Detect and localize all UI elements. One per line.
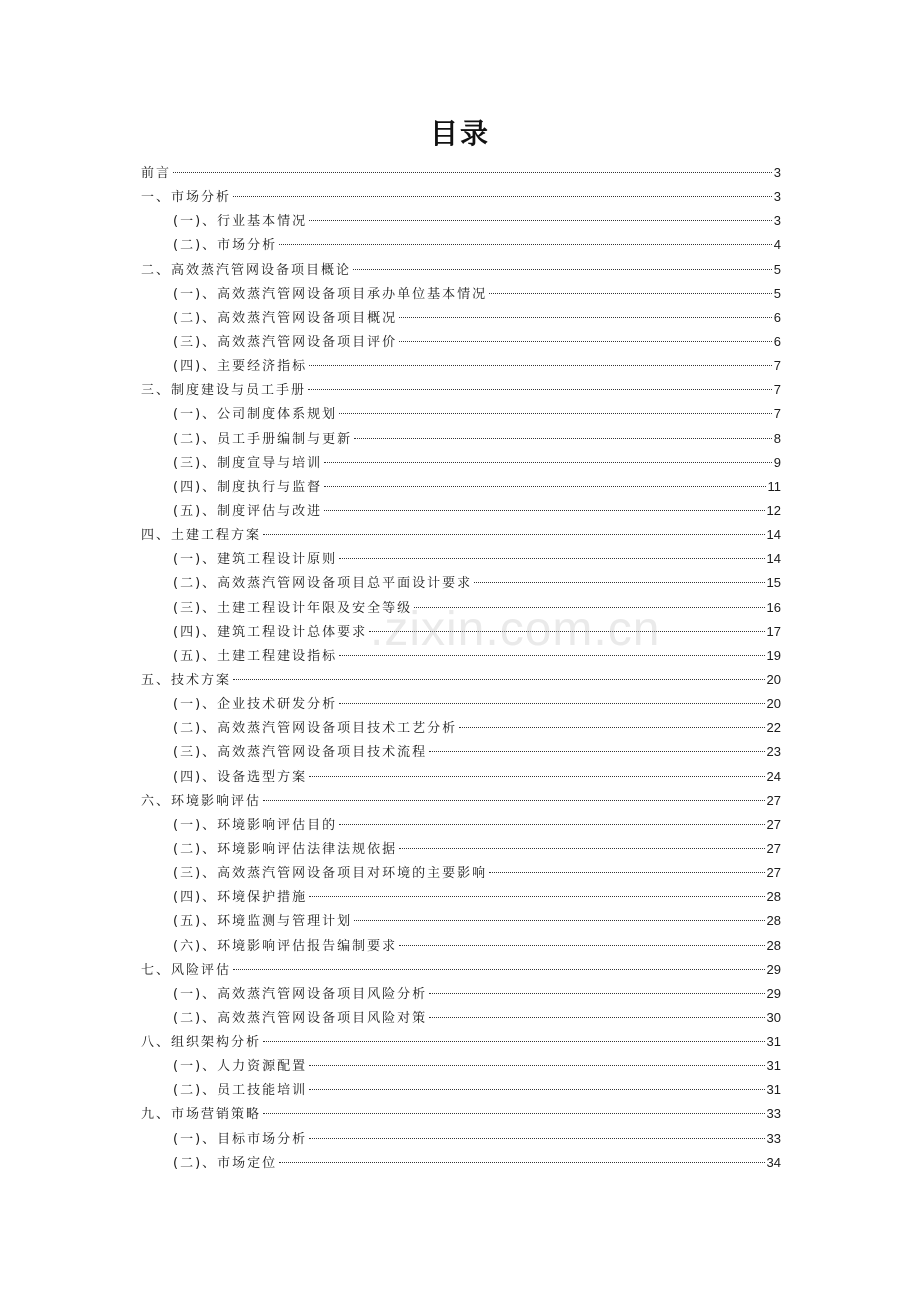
toc-entry-label: (一)、企业技术研发分析 (173, 697, 338, 713)
toc-section-entry[interactable] (141, 451, 781, 475)
toc-entry-label: (五)、制度评估与改进 (173, 503, 323, 519)
toc-entry-label: (一)、高效蒸汽管网设备项目承办单位基本情况 (173, 286, 488, 302)
toc-dot-leader (369, 631, 764, 632)
toc-section-entry[interactable] (141, 354, 781, 378)
toc-entry-label: (一)、人力资源配置 (173, 1059, 308, 1075)
toc-chapter-entry[interactable] (141, 789, 781, 813)
toc-section-entry[interactable] (141, 427, 781, 451)
toc-section-entry[interactable] (141, 934, 781, 958)
toc-section-entry[interactable] (141, 620, 781, 644)
watermark: .zixin.com.cn (370, 603, 661, 656)
toc-entry-label: 四、土建工程方案 (141, 528, 262, 544)
toc-dot-leader (233, 196, 772, 197)
toc-dot-leader (324, 510, 764, 511)
toc-page-number: 27 (766, 840, 781, 856)
toc-section-entry[interactable] (141, 547, 781, 571)
toc-section-entry[interactable] (141, 982, 781, 1006)
toc-page-number: 29 (766, 985, 781, 1001)
toc-page-number: 14 (766, 551, 781, 567)
toc-dot-leader (399, 945, 764, 946)
toc-dot-leader (339, 558, 764, 559)
toc-dot-leader (399, 317, 772, 318)
toc-page-number: 33 (766, 1130, 781, 1146)
toc-dot-leader (309, 365, 772, 366)
toc-chapter-entry[interactable] (141, 523, 781, 547)
toc-chapter-entry[interactable] (141, 258, 781, 282)
toc-page-number: 6 (773, 309, 781, 325)
toc-dot-leader (429, 751, 764, 752)
toc-page-number: 33 (766, 1106, 781, 1122)
toc-dot-leader (459, 727, 764, 728)
toc-dot-leader (233, 679, 765, 680)
toc-page-number: 15 (766, 575, 781, 591)
toc-dot-leader (339, 413, 772, 414)
toc-dot-leader (429, 993, 764, 994)
toc-page-number: 17 (766, 623, 781, 639)
toc-entry-label: (一)、行业基本情况 (173, 214, 308, 230)
toc-dot-leader (308, 389, 772, 390)
toc-dot-leader (279, 1162, 764, 1163)
toc-entry-label: (一)、高效蒸汽管网设备项目风险分析 (173, 986, 428, 1002)
toc-chapter-entry[interactable] (141, 378, 781, 402)
toc-section-entry[interactable] (141, 837, 781, 861)
toc-entry-label: 三、制度建设与员工手册 (141, 383, 307, 399)
toc-entry-label: (二)、市场定位 (173, 1155, 278, 1171)
toc-entry-label: (四)、建筑工程设计总体要求 (173, 624, 368, 640)
toc-section-entry[interactable] (141, 306, 781, 330)
toc-dot-leader (309, 896, 764, 897)
toc-page-number: 19 (766, 647, 781, 663)
toc-dot-leader (309, 1138, 764, 1139)
toc-dot-leader (339, 655, 764, 656)
toc-section-entry[interactable] (141, 716, 781, 740)
toc-entry-label: 前言 (141, 166, 172, 181)
toc-page-number: 3 (773, 189, 781, 205)
toc-page-number: 31 (766, 1034, 781, 1050)
toc-entry-label: (四)、环境保护措施 (173, 890, 308, 906)
toc-page-number: 7 (773, 382, 781, 398)
toc-section-entry[interactable] (141, 813, 781, 837)
toc-page-number: 28 (766, 913, 781, 929)
toc-dot-leader (429, 1017, 764, 1018)
toc-dot-leader (339, 824, 764, 825)
toc-dot-leader (324, 486, 765, 487)
toc-page-number: 20 (766, 696, 781, 712)
toc-section-entry[interactable] (141, 402, 781, 426)
toc-chapter-entry[interactable] (141, 185, 781, 209)
toc-page-number: 23 (766, 744, 781, 760)
toc-dot-leader (233, 969, 765, 970)
toc-section-entry[interactable] (141, 330, 781, 354)
toc-dot-leader (354, 438, 772, 439)
toc-page-number: 29 (766, 961, 781, 977)
toc-dot-leader (279, 244, 772, 245)
toc-entry-label: 六、环境影响评估 (141, 793, 262, 809)
toc-chapter-entry[interactable] (141, 958, 781, 982)
toc-page-number: 7 (773, 406, 781, 422)
toc-dot-leader (309, 1065, 764, 1066)
toc-chapter-entry[interactable] (141, 1030, 781, 1054)
toc-entry-label: (二)、高效蒸汽管网设备项目技术工艺分析 (173, 721, 458, 737)
toc-page-number: 27 (766, 865, 781, 881)
toc-entry-label: (三)、制度宣导与培训 (173, 455, 323, 471)
toc-section-entry[interactable] (141, 1006, 781, 1030)
toc-entry-label: (一)、建筑工程设计原则 (173, 552, 338, 568)
toc-page-number: 12 (766, 502, 781, 518)
toc-section-entry[interactable] (141, 233, 781, 257)
toc-page-number: 6 (773, 333, 781, 349)
toc-entry-label: 二、高效蒸汽管网设备项目概论 (141, 262, 352, 278)
toc-entry-label: 九、市场营销策略 (141, 1107, 262, 1123)
toc-page-number: 22 (766, 720, 781, 736)
toc-chapter-entry[interactable] (141, 1102, 781, 1126)
toc-dot-leader (414, 607, 764, 608)
toc-section-entry[interactable] (141, 475, 781, 499)
toc-section-entry[interactable] (141, 885, 781, 909)
toc-page-number: 30 (766, 1009, 781, 1025)
toc-section-entry[interactable] (141, 692, 781, 716)
toc-page-number: 27 (766, 816, 781, 832)
toc-entry-label: (二)、员工技能培训 (173, 1083, 308, 1099)
toc-dot-leader (474, 582, 764, 583)
toc-dot-leader (489, 293, 772, 294)
toc-page-number: 5 (773, 261, 781, 277)
toc-entry-label: (四)、制度执行与监督 (173, 479, 323, 495)
toc-dot-leader (354, 920, 764, 921)
toc-dot-leader (324, 462, 772, 463)
toc-section-entry[interactable] (141, 499, 781, 523)
toc-entry-label: (三)、高效蒸汽管网设备项目对环境的主要影响 (173, 866, 488, 882)
toc-page-number: 16 (766, 599, 781, 615)
toc-page-number: 31 (766, 1082, 781, 1098)
toc-dot-leader (399, 341, 772, 342)
toc-dot-leader (263, 800, 765, 801)
toc-entry-label: (三)、土建工程设计年限及安全等级 (173, 600, 413, 616)
toc-section-entry[interactable] (141, 740, 781, 764)
toc-entry-label: (二)、环境影响评估法律法规依据 (173, 841, 398, 857)
toc-dot-leader (339, 703, 764, 704)
toc-page-number: 11 (767, 478, 781, 494)
toc-section-entry[interactable] (141, 1151, 781, 1175)
toc-entry-label: (一)、环境影响评估目的 (173, 817, 338, 833)
toc-dot-leader (353, 269, 772, 270)
toc-entry-label: (二)、市场分析 (173, 238, 278, 254)
toc-entry-label: (二)、员工手册编制与更新 (173, 431, 353, 447)
toc-title: 目录 (429, 117, 490, 150)
toc-section-entry[interactable] (141, 1127, 781, 1151)
toc-entry-label: 一、市场分析 (141, 190, 232, 206)
toc-entry-label: (四)、设备选型方案 (173, 769, 308, 785)
toc-chapter-entry[interactable] (141, 668, 781, 692)
toc-section-entry[interactable] (141, 1078, 781, 1102)
toc-dot-leader (489, 872, 764, 873)
toc-entry-label: (一)、目标市场分析 (173, 1131, 308, 1147)
toc-entry-label: (二)、高效蒸汽管网设备项目概况 (173, 310, 398, 326)
toc-entry-label: (四)、主要经济指标 (173, 359, 308, 375)
toc-dot-leader (263, 534, 765, 535)
toc-entry-label: (一)、公司制度体系规划 (173, 407, 338, 423)
toc-page-number: 24 (766, 768, 781, 784)
toc-dot-leader (309, 776, 764, 777)
toc-page-number: 27 (766, 792, 781, 808)
toc-dot-leader (263, 1113, 765, 1114)
toc-section-entry[interactable] (141, 1054, 781, 1078)
toc-entry-label: (五)、土建工程建设指标 (173, 648, 338, 664)
toc-entry-label: (二)、高效蒸汽管网设备项目风险对策 (173, 1010, 428, 1026)
toc-section-entry[interactable] (141, 909, 781, 933)
toc-entry-label: (三)、高效蒸汽管网设备项目评价 (173, 334, 398, 350)
toc-entry-label: 八、组织架构分析 (141, 1035, 262, 1051)
toc-entry-label: (二)、高效蒸汽管网设备项目总平面设计要求 (173, 576, 473, 592)
toc-section-entry[interactable] (141, 571, 781, 595)
toc-section-entry[interactable] (141, 209, 781, 233)
toc-page-number: 31 (766, 1058, 781, 1074)
toc-dot-leader (173, 172, 772, 173)
toc-page-number: 3 (773, 165, 781, 180)
toc-section-entry[interactable] (141, 861, 781, 885)
toc-entry-label: (六)、环境影响评估报告编制要求 (173, 938, 398, 954)
toc-page-number: 20 (766, 671, 781, 687)
toc-section-entry[interactable] (141, 765, 781, 789)
toc-page-number: 9 (773, 454, 781, 470)
toc-page-number: 34 (766, 1154, 781, 1170)
toc-section-entry[interactable] (141, 282, 781, 306)
toc-chapter-entry[interactable] (141, 161, 781, 185)
toc-entry-label: (三)、高效蒸汽管网设备项目技术流程 (173, 745, 428, 761)
toc-page-number: 8 (773, 430, 781, 446)
toc-section-entry[interactable] (141, 596, 781, 620)
toc-page-number: 28 (766, 937, 781, 953)
toc-dot-leader (399, 848, 764, 849)
toc-section-entry[interactable] (141, 644, 781, 668)
toc-page-number: 3 (773, 213, 781, 229)
toc-dot-leader (263, 1041, 765, 1042)
toc-page-number: 4 (773, 237, 781, 253)
toc-entry-label: (五)、环境监测与管理计划 (173, 914, 353, 930)
toc-list (141, 161, 781, 1175)
toc-dot-leader (309, 1089, 764, 1090)
toc-page-number: 5 (773, 285, 781, 301)
toc-page-number: 28 (766, 889, 781, 905)
toc-page-number: 14 (766, 527, 781, 543)
toc-entry-label: 七、风险评估 (141, 962, 232, 978)
toc-dot-leader (309, 220, 772, 221)
toc-entry-label: 五、技术方案 (141, 672, 232, 688)
toc-page-number: 7 (773, 358, 781, 374)
